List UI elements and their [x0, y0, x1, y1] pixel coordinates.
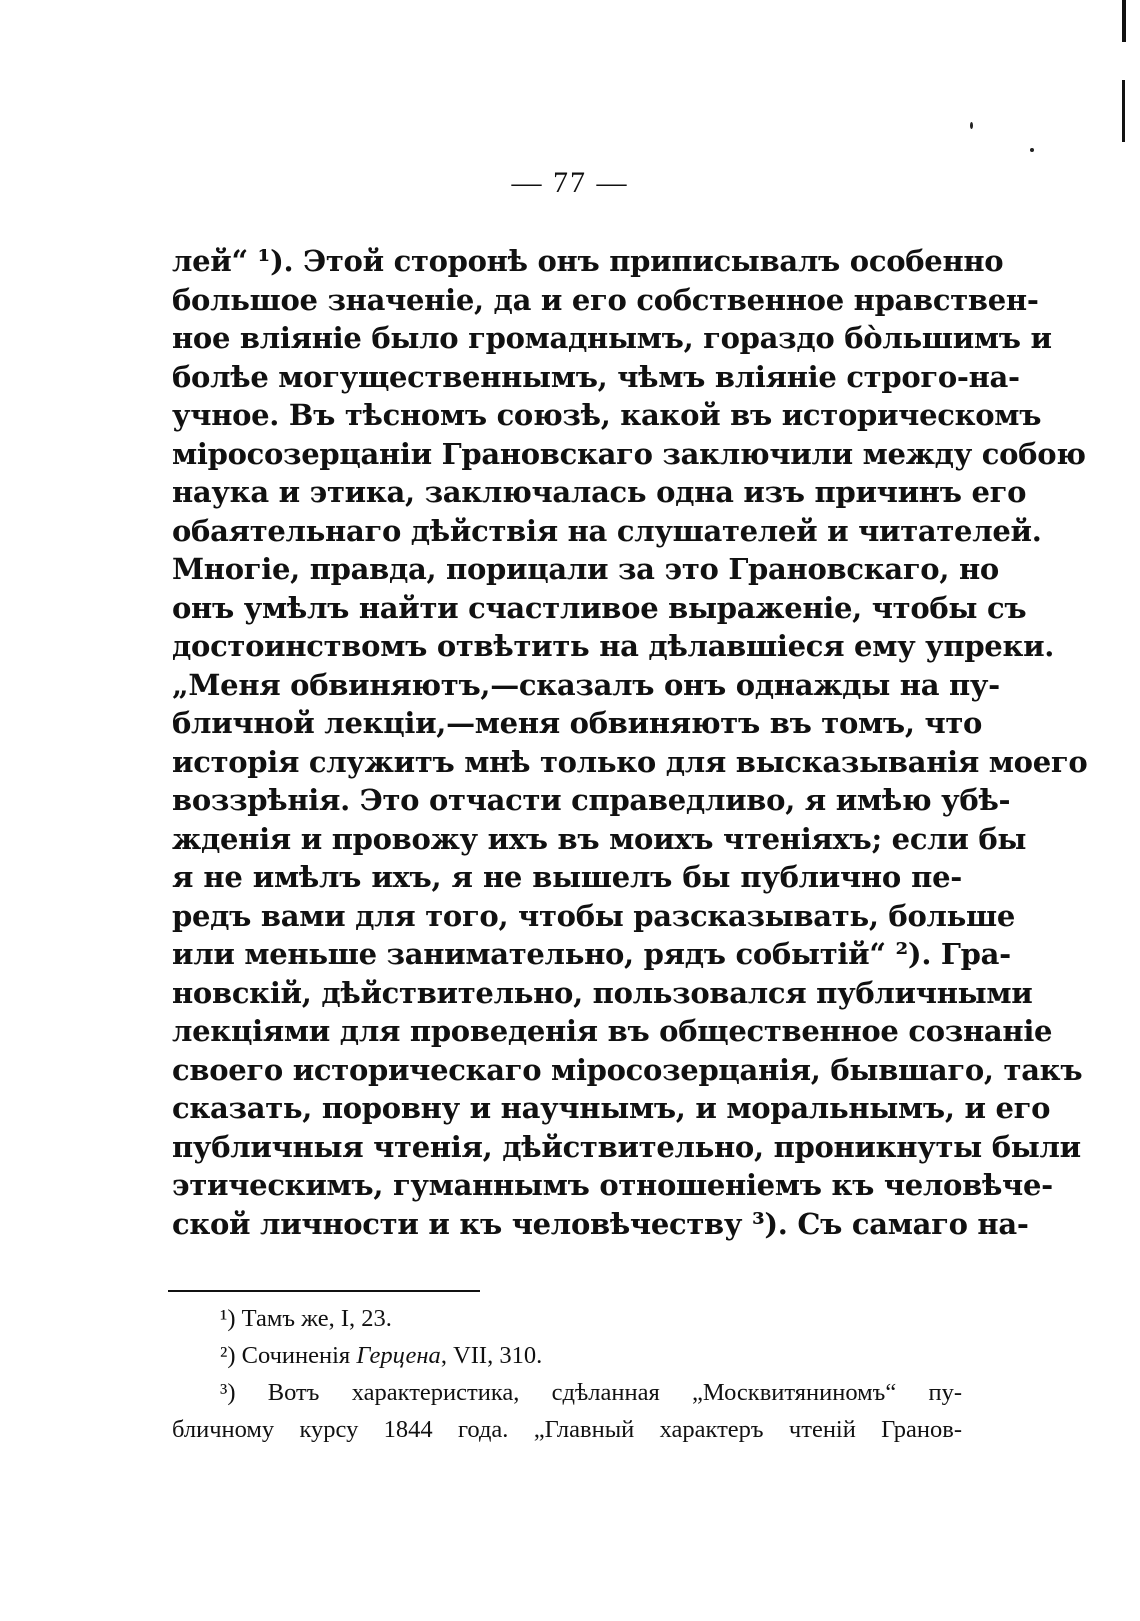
text-line: новскiй, дѣйствительно, пользовался публичными [172, 975, 1033, 1010]
text-line: ской личности и къ человѣчеству ³). Съ самаго на- [172, 1206, 1029, 1241]
text-line: наука и этика, заключалась одна изъ причинъ его [172, 475, 1027, 509]
text-line: ное влiянiе было громаднымъ, гораздо бо̀льшимъ и [172, 321, 1052, 355]
text-line: „Меня обвиняютъ,—сказалъ онъ однажды на пу- [172, 667, 1000, 702]
text-line: онъ умѣлъ найти счастливое выраженiе, чтобы съ [172, 590, 1027, 625]
footnote-3-line-1: ³) Вотъ характеристика, сдѣланная „Москвитяниномъ“ пу- [220, 1379, 962, 1406]
body-text [172, 242, 1088, 1243]
footnote-divider [168, 1290, 480, 1292]
text-line: болѣе могущественнымъ, чѣмъ влiянiе строго-на- [172, 359, 1020, 394]
footnote-2-prefix: ²) Сочиненiя [220, 1342, 357, 1369]
page-number: — 77 — [511, 166, 629, 199]
text-line: или меньше занимательно, рядъ событiй“ ²). Гра- [172, 937, 1011, 971]
text-line: редъ вами для того, чтобы разсказывать, больше [172, 898, 1016, 933]
text-line: я не имѣлъ ихъ, я не вышелъ бы публично пе- [172, 860, 962, 894]
text-line: жденiя и провожу ихъ въ моихъ чтенiяхъ; если бы [172, 821, 1027, 856]
text-line: своего историческаго мiросозерцанiя, бывшаго, такъ [172, 1052, 1083, 1087]
footnotes [172, 1300, 962, 1448]
text-line: лекцiями для проведенiя въ общественное сознанiе [172, 1014, 1053, 1048]
scan-edge-mark [1122, 0, 1126, 42]
text-line: достоинствомъ отвѣтить на дѣлавшiеся ему упреки. [172, 629, 1055, 663]
text-line: мiросозерцанiи Грановскаго заключили между собою [172, 436, 1086, 471]
scan-speck [970, 122, 973, 129]
text-line: воззрѣнiя. Это отчасти справедливо, я имѣю убѣ- [172, 783, 1011, 817]
footnote-2-italic: Герцена [356, 1342, 441, 1369]
scan-speck [1030, 148, 1034, 152]
text-line: Многiе, правда, порицали за это Грановскаго, но [172, 552, 999, 586]
footnote-2 [172, 1337, 962, 1374]
text-line: сказать, поровну и научнымъ, и моральнымъ, и его [172, 1091, 1051, 1125]
text-line: этическимъ, гуманнымъ отношенiемъ къ человѣче- [172, 1168, 1053, 1202]
text-line: большое значенiе, да и его собственное нравствен- [172, 282, 1039, 317]
text-line: публичныя чтенiя, дѣйствительно, проникнуты были [172, 1129, 1081, 1164]
text-line: учное. Въ тѣсномъ союзѣ, какой въ историческомъ [172, 398, 1042, 432]
text-line: исторiя служитъ мнѣ только для высказыванiя моего [172, 744, 1088, 779]
footnote-2-suffix: , VII, 310. [440, 1342, 543, 1369]
scan-edge-mark [1122, 80, 1125, 142]
text-line: лей“ ¹). Этой сторонѣ онъ приписывалъ особенно [172, 244, 1004, 278]
text-line: бличной лекцiи,—меня обвиняютъ въ томъ, что [172, 706, 983, 740]
footnote-3-line-2: бличному курсу 1844 года. „Главный характеръ чтенiй Гранов- [172, 1416, 962, 1443]
footnote-1: ¹) Тамъ же, I, 23. [220, 1305, 392, 1332]
text-line: обаятельнаго дѣйствiя на слушателей и читателей. [172, 513, 1042, 548]
